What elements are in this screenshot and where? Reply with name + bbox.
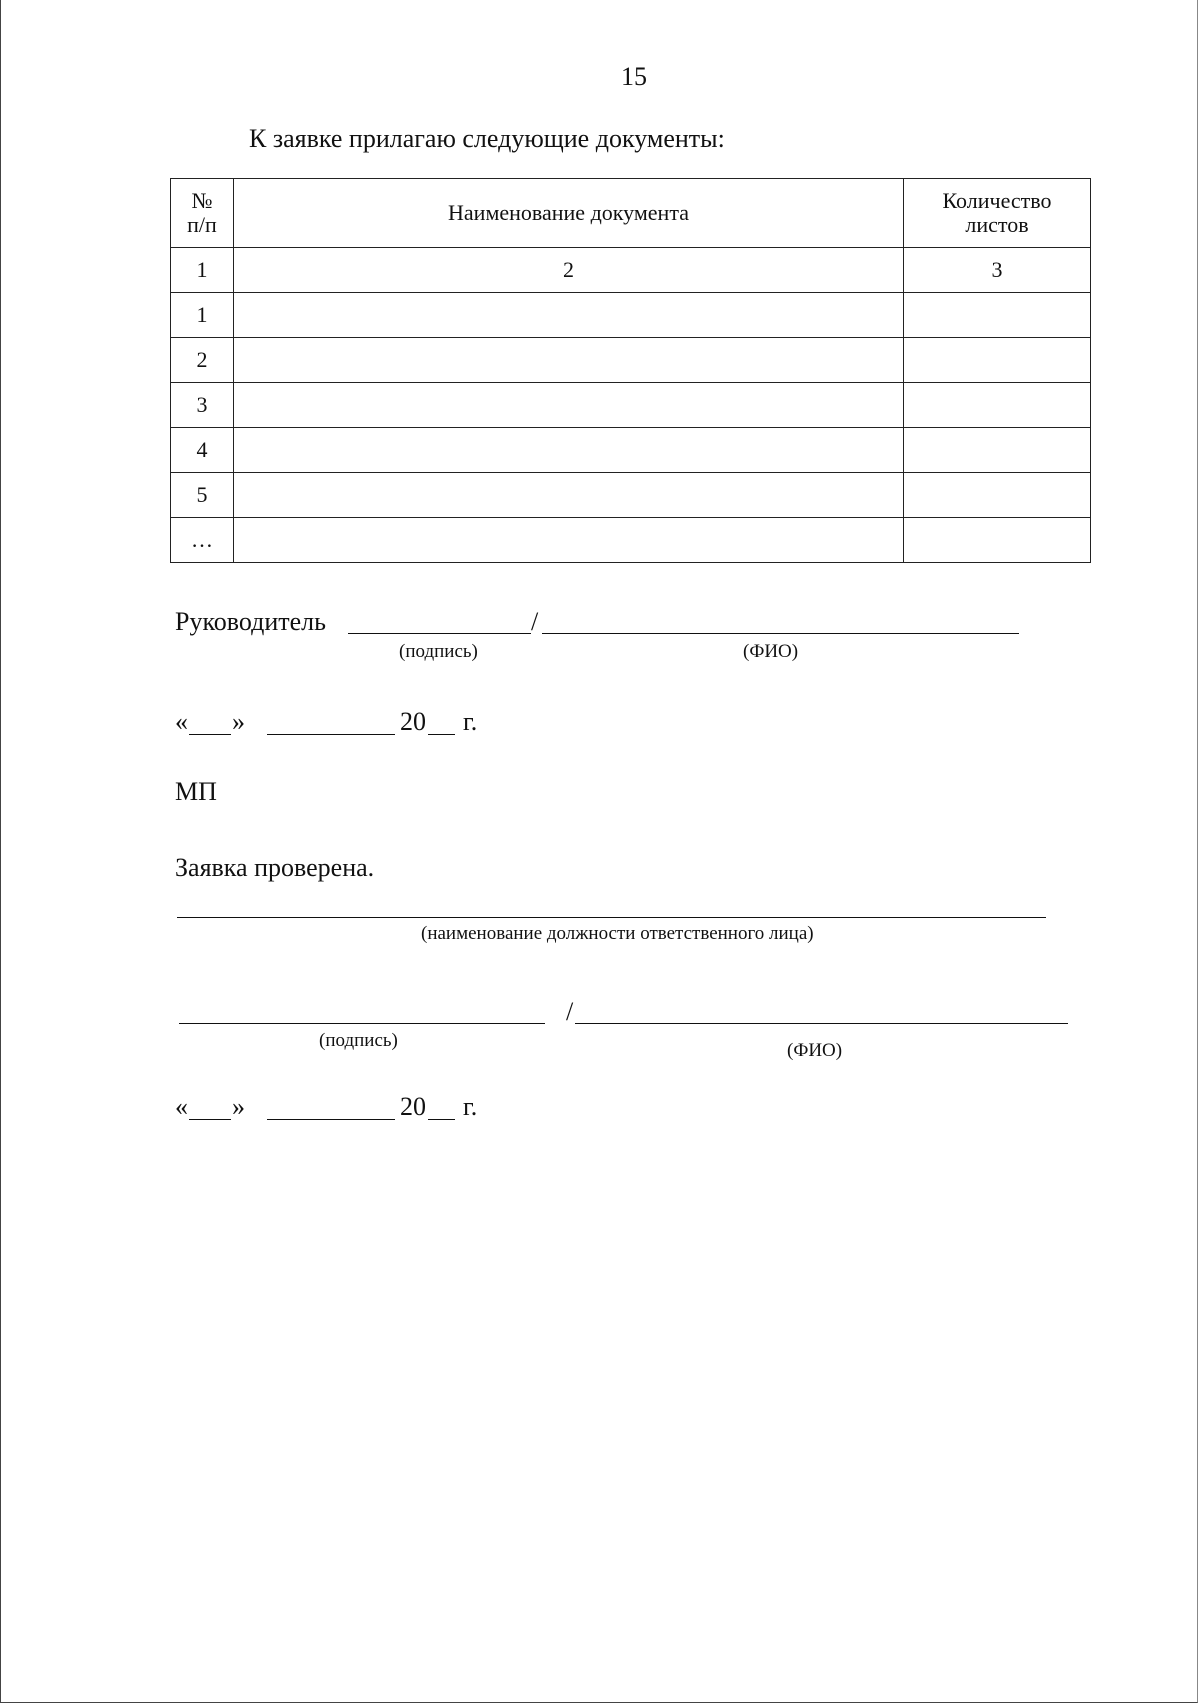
date1-suffix: г. [463, 707, 478, 736]
header-count-line2: листов [965, 212, 1029, 237]
date1-close-quote: » [232, 707, 245, 736]
row-sheet-count[interactable] [904, 293, 1091, 338]
row-number: 4 [171, 428, 234, 473]
row-number: 5 [171, 473, 234, 518]
row-document-name[interactable] [234, 518, 904, 563]
head-slash: / [531, 607, 539, 636]
date2-year-line[interactable] [428, 1119, 455, 1120]
header-sheet-count [904, 179, 1091, 248]
checker-signature-caption: (подпись) [319, 1030, 398, 1051]
header-number-line1: № [191, 188, 213, 213]
documents-table [170, 178, 1091, 563]
head-name-caption: (ФИО) [743, 641, 799, 662]
table-row [171, 338, 1091, 383]
checker-name-line[interactable] [575, 1023, 1068, 1024]
date2-suffix: г. [463, 1092, 478, 1121]
checker-name-caption: (ФИО) [787, 1040, 843, 1061]
numbering-cell: 3 [904, 248, 1091, 293]
date2-year: 20 [400, 1092, 426, 1121]
numbering-cell: 1 [171, 248, 234, 293]
row-sheet-count[interactable] [904, 428, 1091, 473]
head-signature-line[interactable] [348, 633, 531, 634]
date2-day-line[interactable] [189, 1119, 231, 1120]
header-count-line1: Количество [942, 188, 1052, 213]
row-document-name[interactable] [234, 338, 904, 383]
table-row [171, 473, 1091, 518]
head-signature-caption: (подпись) [399, 641, 478, 662]
date1-day-line[interactable] [189, 734, 231, 735]
row-number: … [171, 518, 234, 563]
date1-month-line[interactable] [267, 734, 395, 735]
table-row [171, 383, 1091, 428]
row-sheet-count[interactable] [904, 383, 1091, 428]
date1-open-quote: « [175, 707, 188, 736]
position-line[interactable] [177, 917, 1046, 918]
table-row [171, 518, 1091, 563]
checker-slash: / [566, 997, 574, 1026]
row-sheet-count[interactable] [904, 518, 1091, 563]
header-document-name: Наименование документа [234, 179, 904, 248]
table-header-row [171, 179, 1091, 248]
row-document-name[interactable] [234, 383, 904, 428]
intro-text: К заявке прилагаю следующие документы: [249, 124, 725, 153]
table-numbering-row [171, 248, 1091, 293]
row-document-name[interactable] [234, 293, 904, 338]
date2-close-quote: » [232, 1092, 245, 1121]
row-document-name[interactable] [234, 473, 904, 518]
date2-open-quote: « [175, 1092, 188, 1121]
table-row [171, 428, 1091, 473]
position-caption: (наименование должности ответственного лица) [421, 923, 814, 944]
header-number [171, 179, 234, 248]
checker-signature-line[interactable] [179, 1023, 545, 1024]
date1-year: 20 [400, 707, 426, 736]
head-name-line[interactable] [542, 633, 1019, 634]
head-label: Руководитель [175, 607, 326, 636]
row-number: 2 [171, 338, 234, 383]
row-document-name[interactable] [234, 428, 904, 473]
date1-year-line[interactable] [428, 734, 455, 735]
table-row [171, 293, 1091, 338]
numbering-cell: 2 [234, 248, 904, 293]
row-number: 3 [171, 383, 234, 428]
header-number-line2: п/п [187, 212, 217, 237]
checked-label: Заявка проверена. [175, 853, 375, 882]
row-number: 1 [171, 293, 234, 338]
row-sheet-count[interactable] [904, 473, 1091, 518]
date2-month-line[interactable] [267, 1119, 395, 1120]
row-sheet-count[interactable] [904, 338, 1091, 383]
stamp-label: МП [175, 777, 217, 806]
page-number: 15 [621, 62, 647, 91]
